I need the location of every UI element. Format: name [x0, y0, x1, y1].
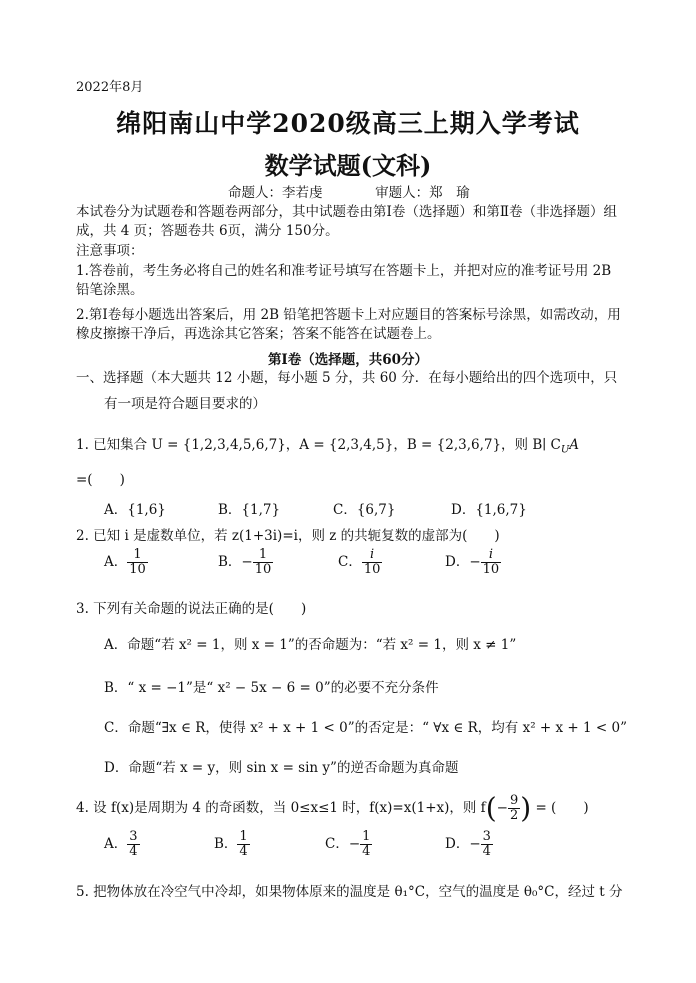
question-1-text: 1. 已知集合 U = {1,2,3,4,5,6,7}，A = {2,3,4,5}，B = {2,3,6,7}，则 B∣ C: [76, 437, 561, 453]
exam-title: 绵阳南山中学2020级高三上期入学考试: [116, 109, 580, 138]
question-4: [76, 791, 589, 825]
fraction-denominator: 2: [509, 808, 519, 823]
notice-item-1: 1.答卷前，考生务必将自己的姓名和准考证号填写在答题卡上，并把对应的准考证号用 2B 铅笔涂黑。: [76, 263, 612, 298]
q2-option-a-label: A．: [104, 554, 128, 570]
q1-option-b[interactable]: B．{1,7}: [218, 502, 281, 518]
section-instructions-1: 一、选择题（本大题共 12 小题，每小题 5 分，共 60 分．在每小题给出的四个选项中，只: [76, 370, 618, 386]
section-instructions-2: 有一项是符合题目要求的）: [104, 396, 266, 412]
exam-date: 2022年8月: [76, 80, 144, 95]
open-paren: (: [485, 791, 497, 825]
fraction-numerator: 3: [482, 829, 491, 844]
question-1-subscript: U: [560, 444, 570, 456]
q1-option-a[interactable]: A．{1,6}: [104, 502, 166, 518]
notice-title: 注意事项：: [76, 243, 144, 259]
fraction-numerator: 1: [258, 547, 268, 562]
q1-option-c[interactable]: C．{6,7}: [333, 502, 396, 518]
question-2-text: 2. 已知 i 是虚数单位，若 z(1+3i)=i，则 z 的共轭复数的虚部为( ): [76, 528, 500, 544]
fraction-numerator: i: [370, 547, 375, 562]
authors-line: [228, 181, 470, 201]
fraction-denominator: 10: [129, 562, 146, 577]
q3-option-b[interactable]: B．“ x = −1”是“ x² − 5x − 6 = 0”的必要不充分条件: [104, 680, 439, 696]
question-1-blank: =( ): [76, 472, 125, 488]
q2-option-b-label: B．−: [218, 554, 253, 570]
intro-description: 本试卷分为试题卷和答题卷两部分，其中试题卷由第Ⅰ卷（选择题）和第Ⅱ卷（非选择题）组成，共 4 页；答题卷共 6页，满分 150分。: [76, 204, 618, 239]
fraction-numerator: 3: [129, 829, 138, 844]
fraction-denominator: 10: [254, 562, 272, 577]
q4-option-b-label: B．: [214, 836, 238, 852]
fraction-denominator: 4: [482, 844, 491, 859]
q4-option-d-label: D．−: [445, 836, 481, 852]
q2-option-a[interactable]: [104, 548, 148, 577]
fraction-denominator: 10: [482, 562, 500, 577]
q2-option-c-label: C．: [338, 554, 362, 570]
section-heading: 第Ⅰ卷（选择题，共60分）: [267, 352, 429, 368]
q2-option-d-label: D．−: [445, 554, 481, 570]
q2-option-d[interactable]: [445, 548, 501, 577]
question-1-tail: A: [569, 437, 580, 453]
fraction-denominator: 10: [363, 562, 381, 577]
question-4-tail: = ( ): [535, 800, 589, 816]
exam-subtitle: 数学试题(文科): [264, 151, 432, 180]
question-4-text: 4. 设 f(x)是周期为 4 的奇函数，当 0≤x≤1 时，f(x)=x(1+x)，则 f: [76, 800, 486, 816]
q4-option-d[interactable]: [445, 830, 493, 859]
question-1: [76, 433, 579, 456]
author: 命题人：李若虔: [228, 185, 323, 201]
question-3-text: 3. 下列有关命题的说法正确的是( ): [76, 601, 307, 617]
q3-option-a[interactable]: A．命题“若 x² = 1，则 x = 1”的否命题为：“若 x² = 1，则 x ≠ 1”: [104, 637, 517, 653]
reviewer: 审题人：郑 瑜: [375, 185, 470, 201]
fraction-numerator: 1: [362, 829, 371, 844]
q4-option-a-label: A．: [104, 836, 128, 852]
fraction-numerator: 9: [509, 793, 519, 808]
q3-option-d[interactable]: D．命题“若 x = y，则 sin x = sin y”的逆否命题为真命题: [104, 760, 459, 776]
q4-option-b[interactable]: [214, 830, 250, 859]
q4-option-a[interactable]: [104, 830, 140, 859]
fraction-numerator: 1: [133, 547, 142, 562]
fraction-denominator: 4: [362, 844, 371, 859]
close-paren: ): [520, 791, 532, 825]
question-4-arg-sign: −: [496, 800, 508, 816]
q4-option-c[interactable]: [325, 830, 372, 859]
fraction-denominator: 4: [129, 844, 138, 859]
q2-option-b[interactable]: [218, 548, 273, 577]
notice-item-2: 2.第Ⅰ卷每小题选出答案后，用 2B 铅笔把答题卡上对应题目的答案标号涂黑，如需改动，用橡皮擦擦干净后，再选涂其它答案；答案不能答在试题卷上。: [76, 307, 621, 342]
q4-option-c-label: C．−: [325, 836, 361, 852]
q3-option-c[interactable]: C．命题“∃x ∈ R，使得 x² + x + 1 < 0”的否定是：“ ∀x ∈ R，均有 x² + x + 1 < 0”: [104, 720, 627, 736]
fraction-denominator: 4: [239, 844, 248, 859]
q1-option-d[interactable]: D．{1,6,7}: [451, 502, 527, 518]
q2-option-c[interactable]: [338, 548, 382, 577]
fraction-numerator: i: [488, 547, 493, 562]
fraction-numerator: 1: [239, 829, 248, 844]
question-5-text: 5. 把物体放在冷空气中冷却，如果物体原来的温度是 θ₁°C，空气的温度是 θ₀°C，经过 t 分: [76, 884, 623, 900]
